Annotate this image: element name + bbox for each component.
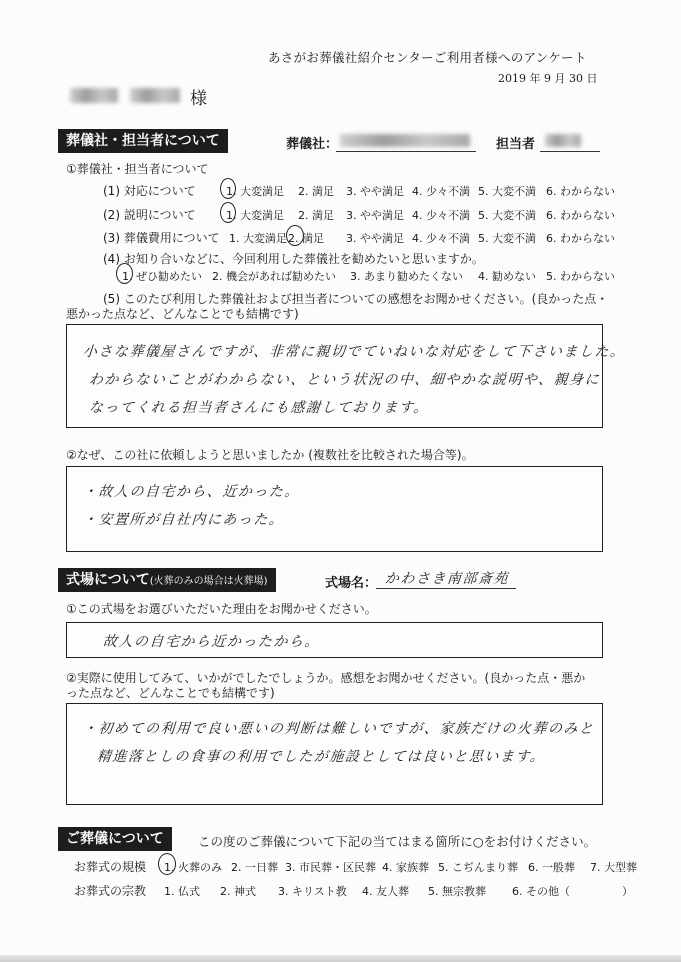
option: 6. わからない xyxy=(546,232,615,245)
option: 5. 無宗教葬 xyxy=(428,885,486,898)
option: 2. 機会があれば勧めたい xyxy=(212,270,336,283)
option: 4. 家族葬 xyxy=(382,861,429,874)
scale-label: お葬式の規模 xyxy=(74,860,147,874)
q1-title: ①葬儀社・担当者について xyxy=(66,162,209,176)
option: 5. 大変不満 xyxy=(478,185,536,198)
answer-line: ・故人の自宅から、近かった。 xyxy=(82,484,301,500)
option: 1. 大変満足 xyxy=(229,232,287,245)
page-edge xyxy=(0,955,681,962)
option: 3. キリスト教 xyxy=(278,885,347,898)
option: 1. ぜひ勧めたい xyxy=(122,270,202,283)
venue-q2-line1: ②実際に使用してみて、いかがでしたでしょうか。感想をお聞かせください。(良かった点・悪か xyxy=(66,671,586,685)
option: 1. 大変満足 xyxy=(226,209,284,222)
venue-q1-text: ①この式場をお選びいただいた理由をお聞かせください。 xyxy=(66,602,377,616)
option: 5. 大変不満 xyxy=(478,209,536,222)
answer-box-venue-q1 xyxy=(66,622,603,658)
venue-label: 式場名： xyxy=(325,576,378,591)
option: 3. やや満足 xyxy=(346,209,404,222)
funeral-instruction: この度のご葬儀について下記の当てはまる箇所に○をお付けください。 xyxy=(198,834,597,849)
honorific: 様 xyxy=(190,89,207,109)
option: 5. こぢんまり葬 xyxy=(438,861,518,874)
section-heading-venue-note: (火葬のみの場合は火葬場) xyxy=(149,576,268,587)
selection-circle-q4 xyxy=(116,263,133,284)
staff-underline xyxy=(540,151,600,152)
answer-box-venue-q2 xyxy=(66,703,603,805)
answer-line: 精進落としの食事の利用でしたが施設としては良いと思います。 xyxy=(96,749,546,765)
venue-value: かわさき南部斎苑 xyxy=(384,571,510,587)
section-heading-funeral: ご葬儀について xyxy=(58,827,172,851)
option: ） xyxy=(622,885,633,898)
answer-line: わからないことがわからない、という状況の中、細やかな説明や、親身に xyxy=(88,372,601,388)
staff-label: 担当者 xyxy=(496,137,536,152)
row-label: (2) 説明について xyxy=(103,208,196,222)
option: 6. わからない xyxy=(546,209,615,222)
option: 6. 一般葬 xyxy=(528,861,575,874)
option: 4. 少々不満 xyxy=(412,209,470,222)
survey-title: あさがお葬儀社紹介センターご利用者様へのアンケート xyxy=(268,50,587,65)
q5-line2: 悪かった点など、どんなことでも結構です) xyxy=(66,307,299,321)
option: 2. 満足 xyxy=(288,232,324,245)
redacted-name-2 xyxy=(130,88,180,103)
option: 4. 少々不満 xyxy=(412,185,470,198)
venue-q2-line2: った点など、どんなことでも結構です) xyxy=(66,686,275,700)
option: 4. 友人葬 xyxy=(362,885,409,898)
selection-circle-row-2 xyxy=(220,202,236,223)
option: 3. あまり勧めたくない xyxy=(350,270,463,283)
section-heading-venue xyxy=(58,568,276,592)
option: 6. その他（ xyxy=(512,885,570,898)
option: 1. 仏式 xyxy=(164,885,200,898)
answer-line: なってくれる担当者さんにも感謝しております。 xyxy=(88,400,430,416)
company-underline xyxy=(336,151,476,152)
venue-underline xyxy=(376,588,516,589)
survey-date: 2019 年 9 月 30 日 xyxy=(498,72,598,85)
q5-line1: (5) このたび利用した葬儀社および担当者についての感想をお聞かせください。(良かった点・ xyxy=(103,292,609,306)
section-heading-funeral-company: 葬儀社・担当者について xyxy=(58,129,228,153)
option: 3. やや満足 xyxy=(346,185,404,198)
answer-box-q5 xyxy=(66,324,626,428)
section-heading-venue-label: 式場について xyxy=(66,572,150,588)
row-label: (1) 対応について xyxy=(103,184,196,198)
option: 5. わからない xyxy=(546,270,615,283)
answer-line: ・安置所が自社内にあった。 xyxy=(82,512,285,528)
q4-text: (4) お知り合いなどに、今回利用した葬儀社を勧めたいと思いますか。 xyxy=(103,252,484,266)
redacted-company xyxy=(340,134,470,147)
row-label: (3) 葬儀費用について xyxy=(103,231,220,245)
answer-box-q2 xyxy=(66,466,603,552)
option: 5. 大変不満 xyxy=(478,232,536,245)
option: 2. 満足 xyxy=(298,209,334,222)
selection-circle-row-3 xyxy=(286,225,304,246)
option: 3. 市民葬・区民葬 xyxy=(285,861,376,874)
option: 2. 神式 xyxy=(220,885,256,898)
option: 2. 満足 xyxy=(298,185,334,198)
option: 6. わからない xyxy=(546,185,615,198)
option: 2. 一日葬 xyxy=(231,861,278,874)
option: 1. 大変満足 xyxy=(226,185,284,198)
redacted-staff xyxy=(545,134,581,147)
answer-line: ・初めての利用で良い悪いの判断は難しいですが、家族だけの火葬のみと xyxy=(82,721,595,737)
answer-line: 故人の自宅から近かったから。 xyxy=(102,634,321,650)
option: 3. やや満足 xyxy=(346,232,404,245)
selection-circle-row-1 xyxy=(220,178,236,199)
q2-text: ②なぜ、この社に依頼しようと思いましたか (複数社を比較された場合等)。 xyxy=(66,448,474,462)
option: 7. 大型葬 xyxy=(590,861,637,874)
selection-circle-scale xyxy=(158,853,176,875)
answer-line: 小さな葬儀屋さんですが、非常に親切でていねいな対応をして下さいました。 xyxy=(82,344,626,360)
option: 4. 勧めない xyxy=(478,270,536,283)
option: 1. 火葬のみ xyxy=(164,861,222,874)
option: 4. 少々不満 xyxy=(412,232,470,245)
company-label: 葬儀社： xyxy=(286,137,339,152)
religion-label: お葬式の宗教 xyxy=(74,884,147,898)
redacted-name-1 xyxy=(70,88,118,103)
